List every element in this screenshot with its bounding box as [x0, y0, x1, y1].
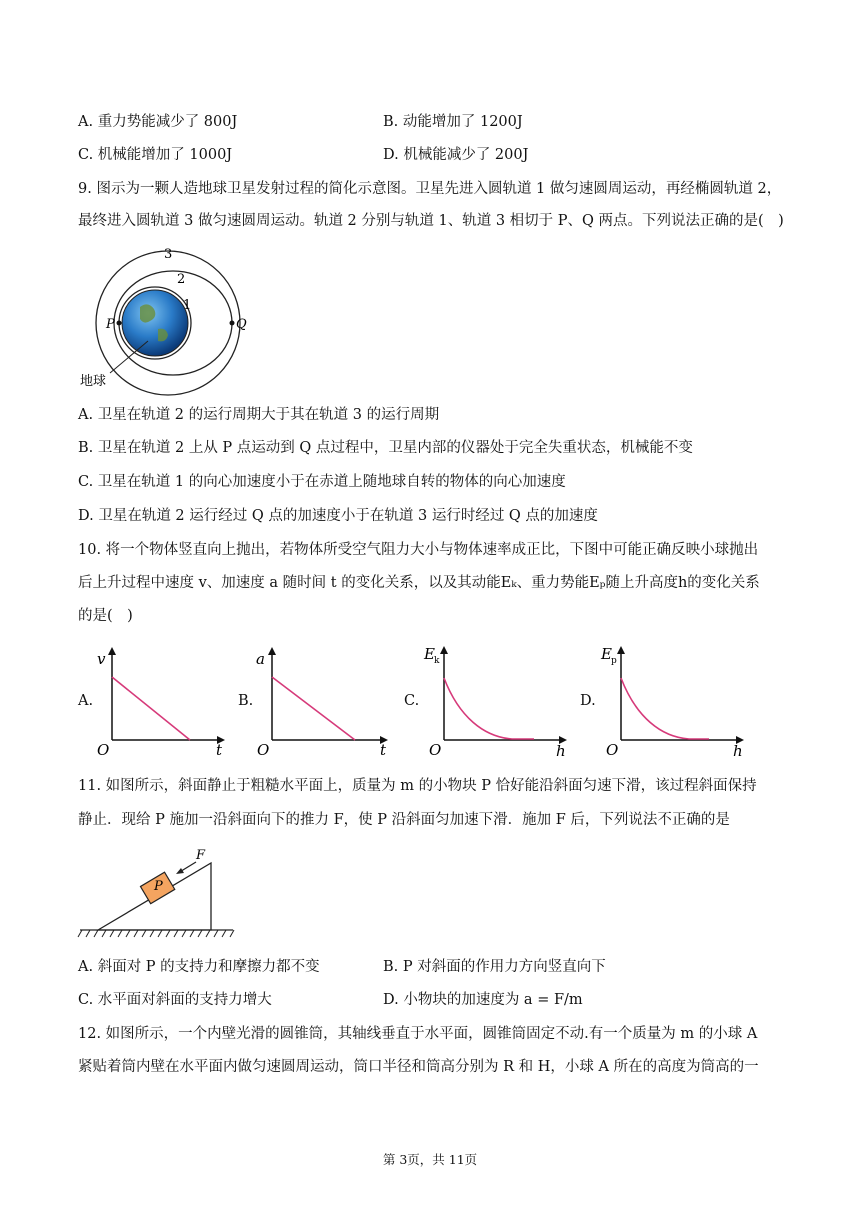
q11-option-c: C. 水平面对斜面的支持力增大: [78, 992, 272, 1008]
graph-d-x-label: h: [733, 742, 743, 760]
graph-d-y-sub: p: [611, 656, 617, 666]
graph-a-option-label: A.: [78, 693, 94, 709]
force-f-label: F: [196, 848, 206, 863]
graph-b: [252, 645, 397, 760]
earth-label: 地球: [80, 374, 107, 389]
q8-option-b: B. 动能增加了 1200J: [383, 114, 523, 130]
q8-option-c: C. 机械能增加了 1000J: [78, 147, 233, 163]
q9-option-b: B. 卫星在轨道 2 上从 P 点运动到 Q 点过程中，卫星内部的仪器处于完全失重状态，机械能不变: [78, 440, 693, 456]
q10-stem-line3: 的是( ): [78, 608, 133, 624]
earth: [122, 290, 188, 356]
graph-d-origin: O: [606, 741, 619, 759]
q11-option-b: B. P 对斜面的作用力方向竖直向下: [383, 959, 606, 975]
graph-a-y-label: v: [97, 650, 106, 668]
q11-option-a: A. 斜面对 P 的支持力和摩擦力都不变: [78, 959, 320, 975]
point-p-dot: [117, 321, 122, 326]
graph-a: [92, 645, 232, 760]
orbit-1-label: 1: [183, 298, 192, 313]
graph-c-y-sub: k: [434, 656, 440, 666]
graph-c-curve: [444, 678, 534, 739]
point-q-label: Q: [236, 317, 247, 332]
graph-b-x-label: t: [380, 741, 387, 759]
block-p-label: P: [154, 879, 163, 894]
graph-d-curve: [621, 678, 709, 739]
q12-stem-line2: 紧贴着筒内壁在水平面内做匀速圆周运动，筒口半径和筒高分别为 R 和 H，小球 A 所在的高度为筒高的一: [78, 1059, 759, 1075]
orbit-3-label: 3: [164, 247, 173, 262]
q9-option-a: A. 卫星在轨道 2 的运行周期大于其在轨道 3 的运行周期: [78, 407, 440, 423]
q9-stem-line1: 9. 图示为一颗人造地球卫星发射过程的简化示意图。卫星先进入圆轨道 1 做匀速圆周运动，再经椭圆轨道 2，: [78, 181, 782, 197]
graph-a-curve: [112, 677, 190, 740]
orbit-diagram: [78, 245, 258, 395]
graph-b-origin: O: [257, 741, 270, 759]
q11-option-d: D. 小物块的加速度为 a = F/m: [383, 992, 583, 1008]
graph-d-y-label: E: [601, 645, 612, 663]
ground-hatching: [78, 930, 234, 937]
q9-option-d: D. 卫星在轨道 2 运行经过 Q 点的加速度小于在轨道 3 运行时经过 Q 点的加速度: [78, 508, 598, 524]
q9-option-c: C. 卫星在轨道 1 的向心加速度小于在赤道上随地球自转的物体的向心加速度: [78, 474, 566, 490]
q11-stem-line1: 11. 如图所示，斜面静止于粗糙水平面上，质量为 m 的小物块 P 恰好能沿斜面匀速下滑，该过程斜面保持: [78, 778, 757, 794]
page-footer: 第 3页，共 11页: [382, 1152, 478, 1167]
graph-c-y-label: E: [424, 645, 435, 663]
graph-c-origin: O: [429, 741, 442, 759]
q9-stem-line2: 最终进入圆轨道 3 做匀速圆周运动。轨道 2 分别与轨道 1、轨道 3 相切于 P、Q 两点。下列说法正确的是( ): [78, 213, 784, 229]
q10-stem-line1: 10. 将一个物体竖直向上抛出，若物体所受空气阻力大小与物体速率成正比，下图中可能正确反映小球抛出: [78, 542, 759, 558]
incline-diagram: [78, 845, 238, 940]
q8-option-a: A. 重力势能减少了 800J: [78, 114, 238, 130]
orbit-2-label: 2: [177, 272, 186, 287]
graph-d: [601, 642, 751, 760]
graph-c-option-label: C.: [404, 693, 420, 709]
q8-option-d: D. 机械能减少了 200J: [383, 147, 529, 163]
graph-d-option-label: D.: [580, 693, 596, 709]
graph-a-x-label: t: [216, 741, 223, 759]
point-q-dot: [230, 321, 235, 326]
graph-b-curve: [272, 677, 355, 740]
q11-stem-line2: 静止．现给 P 施加一沿斜面向下的推力 F，使 P 沿斜面匀加速下滑．施加 F 后，下列说法不正确的是: [78, 812, 730, 828]
q10-stem-line2: 后上升过程中速度 v、加速度 a 随时间 t 的变化关系，以及其动能Eₖ、重力势能Eₚ随上升高度h的变化关系: [78, 575, 760, 591]
graph-a-origin: O: [97, 741, 110, 759]
point-p-label: P: [106, 317, 115, 332]
graph-b-y-label: a: [256, 650, 265, 668]
graph-c-x-label: h: [556, 742, 566, 760]
graph-c: [424, 642, 574, 760]
graph-b-option-label: B.: [238, 693, 254, 709]
q12-stem-line1: 12. 如图所示，一个内壁光滑的圆锥筒，其轴线垂直于水平面，圆锥筒固定不动.有一个质量为 m 的小球 A: [78, 1026, 758, 1042]
